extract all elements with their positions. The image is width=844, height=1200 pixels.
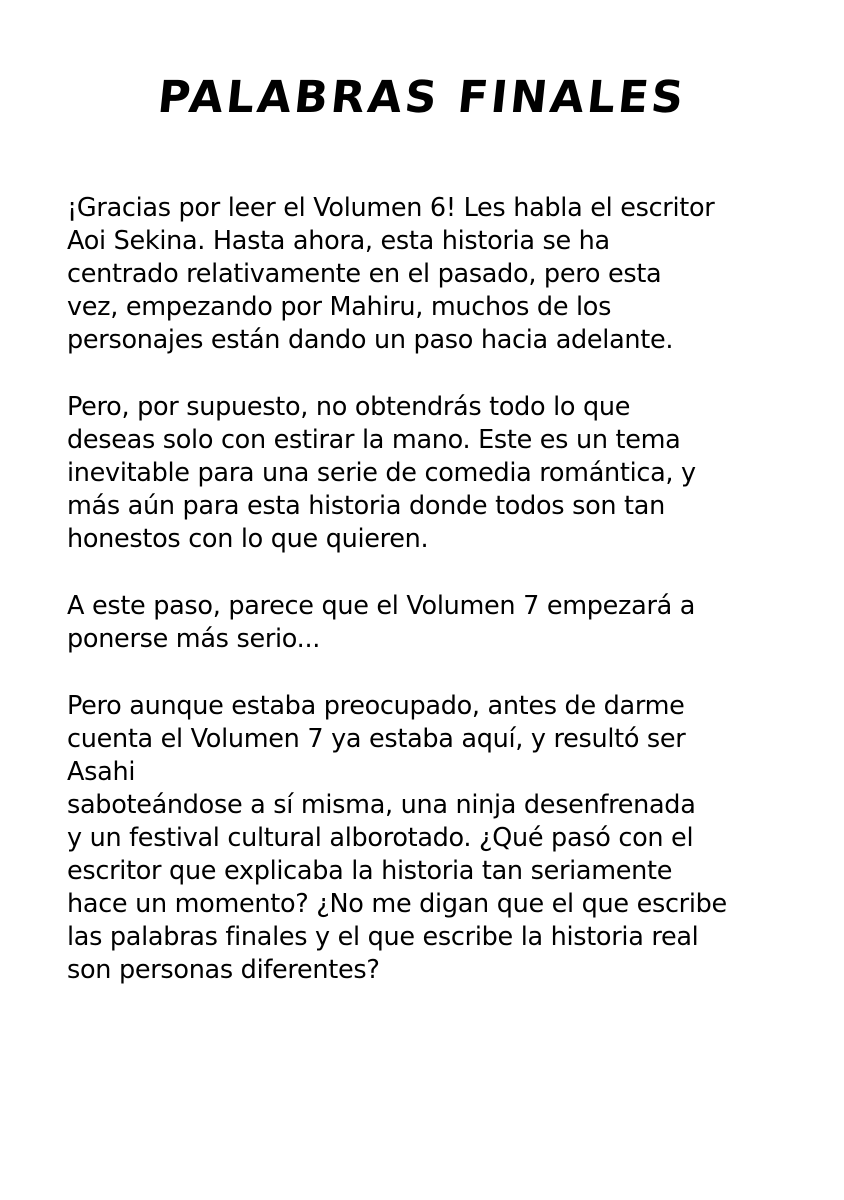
text-line: ponerse más serio... [67,624,321,654]
paragraph-3 [67,590,787,656]
text-line: Pero aunque estaba preocupado, antes de darme [67,691,685,721]
text-line: vez, empezando por Mahiru, muchos de los [67,292,612,322]
text-line: honestos con lo que quieren. [67,524,429,554]
paragraph-2 [67,391,787,556]
paragraph-1 [67,192,787,357]
text-line: y un festival cultural alborotado. ¿Qué pasó con el [67,823,694,853]
text-line: cuenta el Volumen 7 ya estaba aquí, y resultó ser [67,724,686,754]
text-line: saboteándose a sí misma, una ninja desenfrenada [67,790,696,820]
text-line: centrado relativamente en el pasado, pero esta [67,259,662,289]
text-line: A este paso, parece que el Volumen 7 empezará a [67,591,696,621]
text-line: Asahi [67,757,136,787]
page-title: PALABRAS FINALES [155,72,689,123]
text-line: las palabras finales y el que escribe la historia real [67,922,699,952]
text-line: hace un momento? ¿No me digan que el que escribe [67,889,727,919]
text-line: más aún para esta historia donde todos son tan [67,491,665,521]
text-line: deseas solo con estirar la mano. Este es un tema [67,425,681,455]
text-line: son personas diferentes? [67,955,380,985]
text-line: inevitable para una serie de comedia romántica, y [67,458,696,488]
text-line: Pero, por supuesto, no obtendrás todo lo que [67,392,631,422]
text-line: ¡Gracias por leer el Volumen 6! Les habla el escritor [67,193,715,223]
afterword-body [67,192,787,1021]
text-line: Aoi Sekina. Hasta ahora, esta historia se ha [67,226,610,256]
paragraph-4 [67,690,787,987]
text-line: escritor que explicaba la historia tan seriamente [67,856,673,886]
text-line: personajes están dando un paso hacia adelante. [67,325,674,355]
